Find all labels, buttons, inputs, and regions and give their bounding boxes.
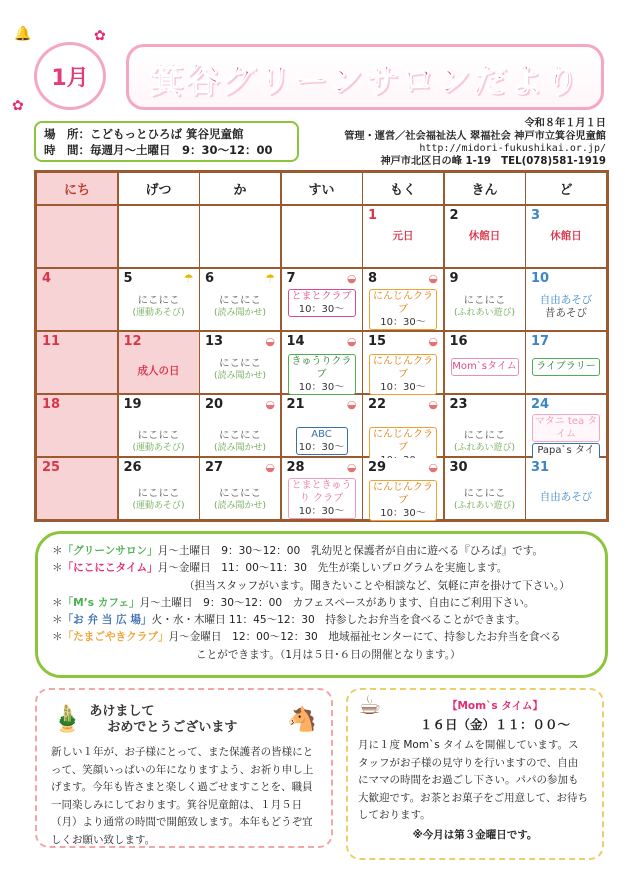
note-item: ＊「にこにこタイム」月〜金曜日 11：00〜11：30 先生が楽しいプログラムを実施します。 bbox=[52, 562, 508, 575]
page-title: 箕谷グリーンサロンだより bbox=[149, 60, 581, 101]
calendar-cell-16 bbox=[445, 332, 525, 394]
calendar-cell-14 bbox=[282, 332, 362, 394]
greeting-line-2: おめでとうございます bbox=[107, 720, 238, 735]
note-text: 月〜土曜日 9：30〜12：00 乳幼児と保護者が自由に遊べる『ひろば』です。 bbox=[157, 545, 544, 557]
event-sub: (運動あそび) bbox=[132, 307, 185, 318]
title-banner bbox=[126, 44, 604, 110]
calendar-cell-15 bbox=[363, 332, 443, 394]
issue-date: 令和８年１月１日 bbox=[524, 118, 606, 129]
day-number: 21 bbox=[286, 396, 305, 412]
club-tag bbox=[288, 289, 356, 317]
event-sub: (運動あそび) bbox=[132, 442, 185, 453]
calendar-cell-24 bbox=[526, 395, 606, 457]
note-item: ＊「お 弁 当 広 場」火・水・木曜日 11：45〜12：30 持参したお弁当を食べることができます。 bbox=[52, 614, 526, 627]
horse-icon: 🐴 bbox=[287, 705, 317, 734]
club-name: にんじんクラブ bbox=[373, 428, 433, 453]
calendar-cell-21 bbox=[282, 395, 362, 457]
event-sub: (ふれあい遊び) bbox=[453, 500, 516, 511]
club-name: とまとクラブ bbox=[291, 290, 352, 302]
moms-time-box bbox=[346, 688, 604, 860]
place-label: 場 所： bbox=[44, 127, 90, 141]
note-text-cont: ことができます。（1月は５日･６日の開催となります。） bbox=[196, 648, 461, 661]
club-tag bbox=[369, 480, 437, 521]
event-label: 休館日 bbox=[550, 229, 582, 242]
program-notes bbox=[35, 531, 608, 678]
day-number: 2 bbox=[449, 207, 459, 223]
calendar-cell-2 bbox=[445, 206, 525, 268]
event-label: にこにこ bbox=[137, 486, 180, 499]
day-number: 14 bbox=[286, 333, 305, 349]
calendar-cell-27 bbox=[200, 458, 280, 520]
note-name: 「お 弁 当 広 場」 bbox=[62, 614, 152, 627]
calendar-cell-31 bbox=[526, 458, 606, 520]
flower-icon: ✿ bbox=[94, 28, 106, 44]
calendar bbox=[34, 170, 609, 522]
bento-icon: ◒ bbox=[265, 460, 275, 474]
event-label: 成人の日 bbox=[137, 364, 180, 377]
ornament-icon: ✿ bbox=[12, 98, 24, 114]
bento-icon: ◒ bbox=[346, 271, 357, 285]
bento-icon: ◒ bbox=[428, 460, 438, 474]
event-label: にこにこ bbox=[219, 293, 261, 306]
club-tag bbox=[369, 354, 437, 395]
day-number: 29 bbox=[368, 459, 387, 475]
club-tag bbox=[288, 478, 356, 519]
day-number: 3 bbox=[531, 207, 541, 223]
event-label: にこにこ bbox=[463, 486, 506, 499]
day-number: 22 bbox=[368, 396, 387, 412]
moms-time-tag: Mom`sタイム bbox=[451, 358, 519, 376]
month-badge: 1月 bbox=[34, 42, 106, 110]
day-number: 6 bbox=[205, 270, 215, 286]
website-link[interactable]: http://midori-fukushikai.or.jp/ bbox=[419, 143, 606, 154]
note-text: 月〜土曜日 9：30〜12：00 カフェスペースがあります、自由にご利用下さい。 bbox=[139, 596, 535, 609]
event-label: にこにこ bbox=[219, 428, 261, 441]
calendar-cell-empty bbox=[282, 206, 362, 268]
bento-icon: ◒ bbox=[346, 397, 357, 411]
bell-icon: 🔔 bbox=[14, 26, 32, 42]
new-year-box bbox=[35, 688, 333, 848]
day-number: 4 bbox=[42, 270, 52, 286]
event-sub: (読み聞かせ) bbox=[213, 500, 267, 511]
day-number: 12 bbox=[123, 333, 142, 349]
club-name: ABC bbox=[311, 428, 332, 440]
calendar-cell-17 bbox=[526, 332, 606, 394]
papas-time-tag: Papa`s タイ bbox=[532, 443, 600, 471]
day-number: 28 bbox=[286, 459, 305, 475]
club-time: 10：30〜 bbox=[298, 441, 345, 453]
moms-note: ※今月は第３金曜日です。 bbox=[412, 828, 538, 841]
day-number: 13 bbox=[205, 333, 224, 349]
day-number: 9 bbox=[449, 270, 459, 286]
note-text: 月〜金曜日 11：00〜11：30 先生が楽しいプログラムを実施します。 bbox=[157, 562, 508, 575]
kadomatsu-icon: 🎍 bbox=[51, 704, 84, 735]
day-number: 23 bbox=[449, 396, 468, 412]
event-label: 自由あそび bbox=[539, 293, 593, 306]
club-tag bbox=[296, 427, 348, 455]
calendar-cell-12 bbox=[119, 332, 199, 394]
day-number: 25 bbox=[42, 459, 61, 475]
calendar-cell-25 bbox=[37, 458, 117, 520]
club-time: 10：30〜 bbox=[380, 507, 426, 519]
note-text: 火・水・木曜日 11：45〜12：30 持参したお弁当を食べることができます。 bbox=[151, 614, 526, 627]
calendar-cell-30 bbox=[445, 458, 525, 520]
club-tag bbox=[369, 289, 437, 330]
day-number: 27 bbox=[205, 459, 224, 475]
calendar-cell-empty bbox=[37, 206, 117, 268]
event-label: 自由あそび bbox=[539, 490, 593, 503]
bento-icon: ◒ bbox=[346, 334, 357, 348]
club-time: 10：30〜 bbox=[298, 505, 345, 517]
event-label: 元日 bbox=[392, 229, 414, 242]
bento-icon: ◒ bbox=[428, 397, 438, 411]
org-info bbox=[310, 118, 606, 168]
club-name: にんじんクラブ bbox=[373, 290, 433, 315]
bento-icon: ◒ bbox=[428, 334, 438, 348]
calendar-cell-9 bbox=[445, 269, 525, 331]
day-number: 30 bbox=[449, 459, 468, 475]
calendar-cell-4 bbox=[37, 269, 117, 331]
calendar-cell-11 bbox=[37, 332, 117, 394]
note-item: ＊「グリーンサロン」月〜土曜日 9：30〜12：00 乳幼児と保護者が自由に遊べる『ひろば』です。 bbox=[52, 545, 544, 557]
note-item: ＊「たまごやきクラブ」月〜金曜日 12：00〜12：30 地域福祉センターにて、持参したお弁当を食べる bbox=[52, 631, 561, 644]
note-item: ＊「M’s カフェ」月〜土曜日 9：30〜12：00 カフェスペースがあります、自由にご利用下さい。 bbox=[52, 596, 535, 609]
moms-date: １６日（金）１１：００〜 bbox=[419, 716, 570, 732]
day-number: 10 bbox=[531, 270, 550, 286]
day-number: 19 bbox=[123, 396, 142, 412]
event-label: にこにこ bbox=[137, 293, 180, 306]
library-tag: ライブラリー bbox=[532, 358, 600, 376]
weekday-header: きん bbox=[445, 173, 525, 204]
day-number: 26 bbox=[123, 459, 142, 475]
club-name: にんじんクラブ bbox=[373, 355, 433, 380]
day-number: 15 bbox=[368, 333, 387, 349]
calendar-cell-18 bbox=[37, 395, 117, 457]
moms-title: 【Mom`s タイム】 bbox=[446, 700, 544, 712]
day-number: 17 bbox=[531, 333, 550, 349]
note-text-cont: （担当スタッフがいます。聞きたいことや相談など、気軽に声を掛けて下さい。） bbox=[184, 579, 570, 592]
hat-icon: ☂ bbox=[265, 271, 275, 285]
weekday-header: げつ bbox=[119, 173, 199, 204]
calendar-cell-3 bbox=[526, 206, 606, 268]
hat-icon: ☂ bbox=[183, 271, 194, 285]
weekday-header: にち bbox=[37, 173, 117, 204]
time-value: 毎週月〜土曜日 9：30〜12：00 bbox=[90, 143, 273, 157]
weekday-header: もく bbox=[363, 173, 443, 204]
day-number: 18 bbox=[42, 396, 61, 412]
greeting-body: 新しい１年が、お子様にとって、また保護者の皆様にとって、笑顔いっぱいの年になりますよう、お祈り申し上げます。今年も皆さまと楽しく過ごせますことを、職員一同楽しみにしております。箕谷児童館は、１月５日（月）より通常の時間で開館致します。本年もどうぞ宜しくお願い致します。 bbox=[51, 746, 314, 846]
day-number: 31 bbox=[531, 459, 550, 475]
info-box bbox=[34, 121, 299, 162]
calendar-cell-1 bbox=[363, 206, 443, 268]
day-number: 1 bbox=[368, 207, 378, 223]
note-name: 「グリーンサロン」 bbox=[62, 545, 158, 557]
event-label: にこにこ bbox=[219, 356, 261, 369]
bento-icon: ◒ bbox=[346, 460, 357, 474]
event-label: にこにこ bbox=[463, 293, 506, 306]
event-label: にこにこ bbox=[137, 428, 180, 441]
note-name: 「たまごやきクラブ」 bbox=[62, 631, 169, 644]
weekday-header: すい bbox=[282, 173, 362, 204]
event-sub: (読み聞かせ) bbox=[213, 442, 267, 453]
maternity-tea-tag: マタニ tea タイム bbox=[532, 414, 600, 442]
operator: 管理・運営／社会福祉法人 翠福社会 神戸市立箕谷児童館 bbox=[344, 130, 606, 142]
calendar-cell-20 bbox=[200, 395, 280, 457]
note-name: 「M’s カフェ」 bbox=[62, 596, 140, 609]
event-label: にこにこ bbox=[463, 428, 506, 441]
calendar-cell-5 bbox=[119, 269, 199, 331]
day-number: 5 bbox=[123, 270, 133, 286]
club-name: にんじんクラブ bbox=[373, 481, 433, 506]
note-text: 月〜金曜日 12：00〜12：30 地域福祉センターにて、持参したお弁当を食べる bbox=[168, 631, 561, 644]
event-sub: (ふれあい遊び) bbox=[453, 442, 516, 453]
calendar-cell-8 bbox=[363, 269, 443, 331]
calendar-cell-7 bbox=[282, 269, 362, 331]
day-number: 8 bbox=[368, 270, 378, 286]
calendar-cell-empty bbox=[119, 206, 199, 268]
event-sub: (読み聞かせ) bbox=[213, 307, 267, 318]
club-time: 10：30〜 bbox=[380, 316, 426, 328]
club-time: 10：30〜 bbox=[298, 381, 345, 393]
calendar-cell-29 bbox=[363, 458, 443, 520]
event-sub: (ふれあい遊び) bbox=[453, 307, 516, 318]
bento-icon: ◒ bbox=[265, 334, 275, 348]
calendar-cell-23 bbox=[445, 395, 525, 457]
club-time: 10：30〜 bbox=[298, 303, 345, 315]
club-time: 10：30〜 bbox=[380, 381, 426, 393]
event-sub: (読み聞かせ) bbox=[213, 370, 267, 381]
club-name: きゅうりクラブ bbox=[291, 355, 352, 380]
calendar-cell-empty bbox=[200, 206, 280, 268]
weekday-header: ど bbox=[526, 173, 606, 204]
event-label-2: 昔あそび bbox=[545, 306, 587, 319]
club-name: とまときゅうり クラブ bbox=[291, 479, 352, 504]
moms-body: 月に１度 Mom`s タイムを開催しています。スタッフがお子様の見守りを行いますので、自由にママの時間をお過ごし下さい。パパの参加も大歓迎です。お茶とお菓子をご用意して、お待ちしております。 bbox=[358, 739, 588, 821]
greeting-line-1: あけまして bbox=[89, 704, 155, 719]
weekday-header: か bbox=[200, 173, 280, 204]
coffee-cup-icon: ☕ bbox=[358, 691, 382, 721]
calendar-cell-19 bbox=[119, 395, 199, 457]
calendar-cell-13 bbox=[200, 332, 280, 394]
day-number: 11 bbox=[42, 333, 61, 349]
calendar-cell-22 bbox=[363, 395, 443, 457]
note-name: 「にこにこタイム」 bbox=[62, 562, 158, 575]
day-number: 24 bbox=[531, 396, 550, 412]
calendar-cell-6 bbox=[200, 269, 280, 331]
place-value: こどもっとひろば 箕谷児童館 bbox=[90, 127, 244, 141]
time-label: 時 間： bbox=[44, 143, 90, 157]
address: 神戸市北区日の峰 1-19 TEL(078)581-1919 bbox=[380, 155, 606, 167]
day-number: 20 bbox=[205, 396, 224, 412]
event-sub: (運動あそび) bbox=[132, 500, 185, 511]
calendar-cell-28 bbox=[282, 458, 362, 520]
day-number: 16 bbox=[449, 333, 468, 349]
club-tag bbox=[288, 354, 356, 395]
event-label: にこにこ bbox=[219, 486, 261, 499]
day-number: 7 bbox=[286, 270, 296, 286]
event-label: 休館日 bbox=[468, 229, 501, 242]
bento-icon: ◒ bbox=[265, 397, 275, 411]
bento-icon: ◒ bbox=[428, 271, 438, 285]
calendar-cell-10 bbox=[526, 269, 606, 331]
calendar-cell-26 bbox=[119, 458, 199, 520]
